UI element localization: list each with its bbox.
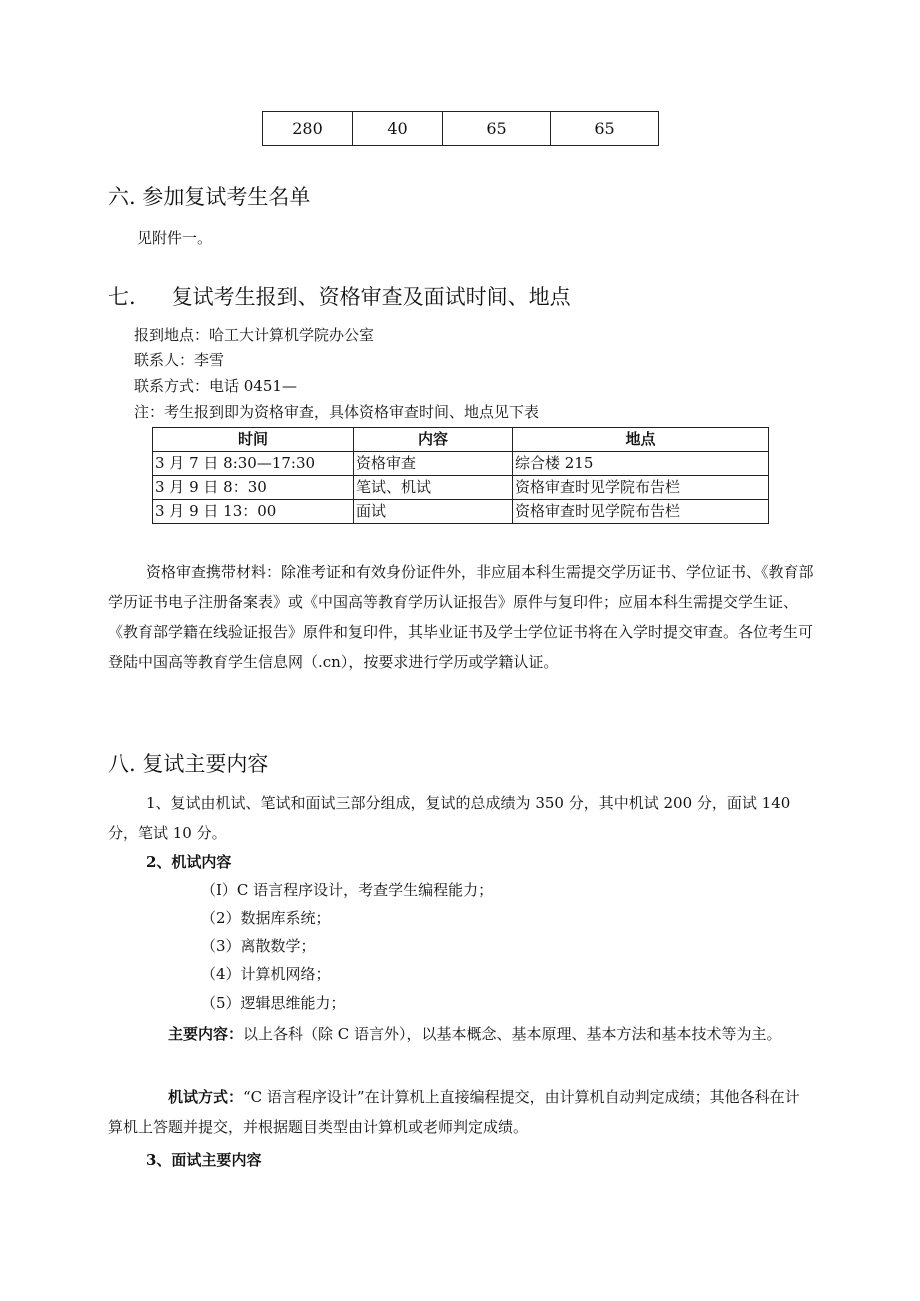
section6-heading: 六. 参加复试考生名单	[108, 185, 311, 209]
table-row	[153, 452, 769, 476]
subitem: （2）数据库系统；	[201, 909, 331, 927]
section7-title: 复试考生报到、资格审查及面试时间、地点	[171, 285, 571, 309]
header-time: 时间	[153, 428, 354, 452]
note-line: 注：考生报到即为资格审查，具体资格审查时间、地点见下表	[134, 403, 540, 421]
score-cell: 40	[353, 112, 443, 146]
subitem: （I）C 语言程序设计，考查学生编程能力；	[201, 881, 494, 899]
score-cell: 280	[263, 112, 353, 146]
cell-location: 资格审查时见学院布告栏	[513, 500, 769, 524]
section8-item2-title: 2、机试内容	[146, 853, 232, 871]
table-row	[153, 476, 769, 500]
section7-heading	[108, 283, 571, 311]
cell-time: 3 月 7 日 8:30—17:30	[153, 452, 354, 476]
cell-time: 3 月 9 日 8：30	[153, 476, 354, 500]
subitem: （4）计算机网络；	[201, 965, 331, 983]
method-label: 机试方式：	[168, 1088, 244, 1106]
section8-heading: 八. 复试主要内容	[108, 752, 269, 776]
method-text: “C 语言程序设计”在计算机上直接编程提交，由计算机自动判定成绩；其他各科在计算机上答题并提交，并根据题目类型由计算机或老师判定成绩。	[108, 1088, 800, 1136]
contact-phone: 联系方式：电话 0451—	[134, 377, 297, 395]
subitem: （5）逻辑思维能力；	[201, 994, 346, 1012]
materials-paragraph: 资格审查携带材料：除准考证和有效身份证件外，非应届本科生需提交学历证书、学位证书、《教育部学历证书电子注册备案表》或《中国高等教育学历认证报告》原件与复印件；应届本科生需提交学生证、《教育部学籍在线验证报告》原件和复印件，其毕业证书及学士学位证书将在入学时提交审查。各位考生可登陆中国高等教育学生信息网（.cn），按要求进行学历或学籍认证。	[108, 563, 814, 671]
schedule-table	[152, 427, 769, 524]
main-content-paragraph	[108, 1019, 814, 1049]
section8-item1: 1、复试由机试、笔试和面试三部分组成，复试的总成绩为 350 分，其中机试 200 分，面试 140 分，笔试 10 分。	[108, 794, 791, 842]
main-content-label: 主要内容：	[168, 1025, 244, 1043]
subitem: （3）离散数学；	[201, 937, 316, 955]
section8-item3-title: 3、面试主要内容	[146, 1151, 262, 1169]
cell-location: 资格审查时见学院布告栏	[513, 476, 769, 500]
header-location: 地点	[513, 428, 769, 452]
cell-time: 3 月 9 日 13：00	[153, 500, 354, 524]
score-cell: 65	[551, 112, 659, 146]
header-content: 内容	[354, 428, 513, 452]
score-table	[262, 111, 659, 146]
table-header-row	[153, 428, 769, 452]
main-content-text: 以上各科（除 C 语言外），以基本概念、基本原理、基本方法和基本技术等为主。	[243, 1025, 782, 1043]
cell-location: 综合楼 215	[513, 452, 769, 476]
method-paragraph	[108, 1082, 814, 1142]
cell-content: 笔试、机试	[354, 476, 513, 500]
cell-content: 资格审查	[354, 452, 513, 476]
table-row	[263, 112, 659, 146]
table-row	[153, 500, 769, 524]
contact-person: 联系人：李雪	[134, 351, 225, 369]
section7-number: 七.	[108, 285, 136, 309]
section6-body: 见附件一。	[137, 229, 213, 247]
report-location: 报到地点：哈工大计算机学院办公室	[134, 326, 375, 344]
cell-content: 面试	[354, 500, 513, 524]
score-cell: 65	[443, 112, 551, 146]
